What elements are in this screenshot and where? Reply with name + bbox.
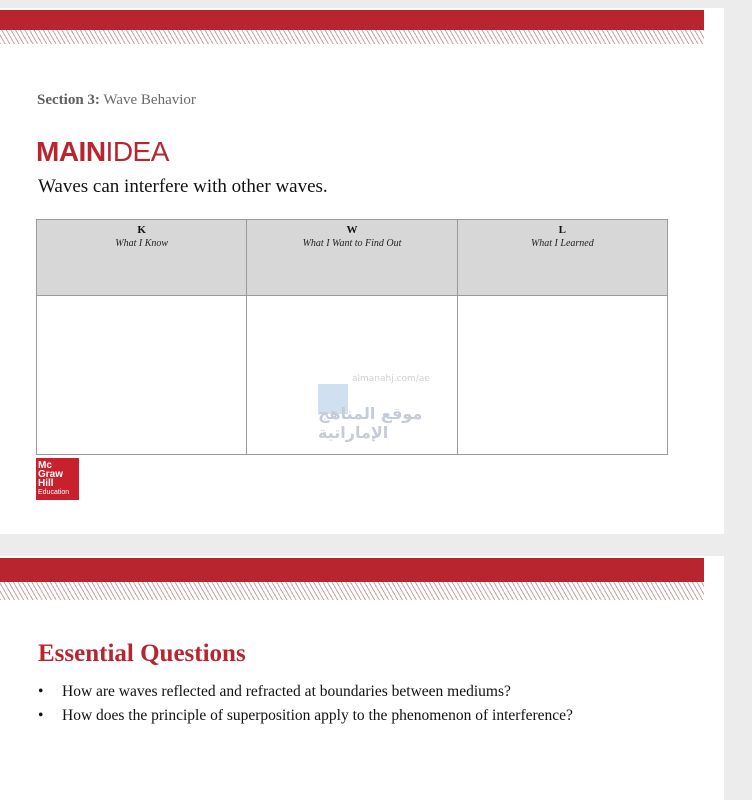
red-banner: [0, 558, 704, 582]
col-title: What I Learned: [530, 238, 594, 249]
watermark-text: موقع المناهج الإماراتية: [318, 404, 423, 442]
section-name: Wave Behavior: [103, 92, 196, 108]
slide-essential-questions: [0, 556, 724, 800]
kwl-header-k: [37, 220, 247, 296]
col-title: What I Know: [115, 238, 169, 249]
question-item: • How are waves reflected and refracted at boundaries between mediums?: [38, 680, 573, 704]
mcgraw-hill-logo: [36, 458, 79, 500]
logo-line: Education: [38, 489, 70, 496]
watermark: [318, 374, 458, 442]
col-letter: L: [558, 224, 566, 236]
kwl-cell-k[interactable]: [37, 296, 247, 455]
logo-line: Hill: [38, 478, 54, 489]
main-idea-light: IDEA: [105, 136, 169, 167]
slide-main-idea: [0, 8, 724, 534]
col-letter: W: [346, 224, 358, 236]
logo-line: Mc: [38, 460, 52, 471]
kwl-header-l: [457, 220, 667, 296]
main-idea-heading: [36, 136, 169, 168]
hatch-stripe: [0, 582, 704, 600]
main-idea-bold: MAIN: [36, 136, 106, 167]
section-prefix: Section 3:: [37, 92, 100, 108]
col-letter: K: [137, 224, 146, 236]
kwl-cell-l[interactable]: [457, 296, 667, 455]
red-banner: [0, 10, 704, 30]
kwl-header-w: [247, 220, 457, 296]
watermark-url: almanahj.com/ae: [352, 374, 430, 384]
question-item: • How does the principle of superposition apply to the phenomenon of interference?: [38, 704, 573, 728]
logo-line: Graw: [38, 469, 64, 480]
essential-questions-title: Essential Questions: [38, 640, 246, 667]
essential-questions-list: [38, 680, 573, 728]
section-label: [37, 92, 196, 109]
kwl-header-row: [37, 220, 668, 296]
hatch-stripe: [0, 30, 704, 44]
main-idea-text: Waves can interfere with other waves.: [38, 176, 328, 197]
col-title: What I Want to Find Out: [302, 238, 402, 249]
